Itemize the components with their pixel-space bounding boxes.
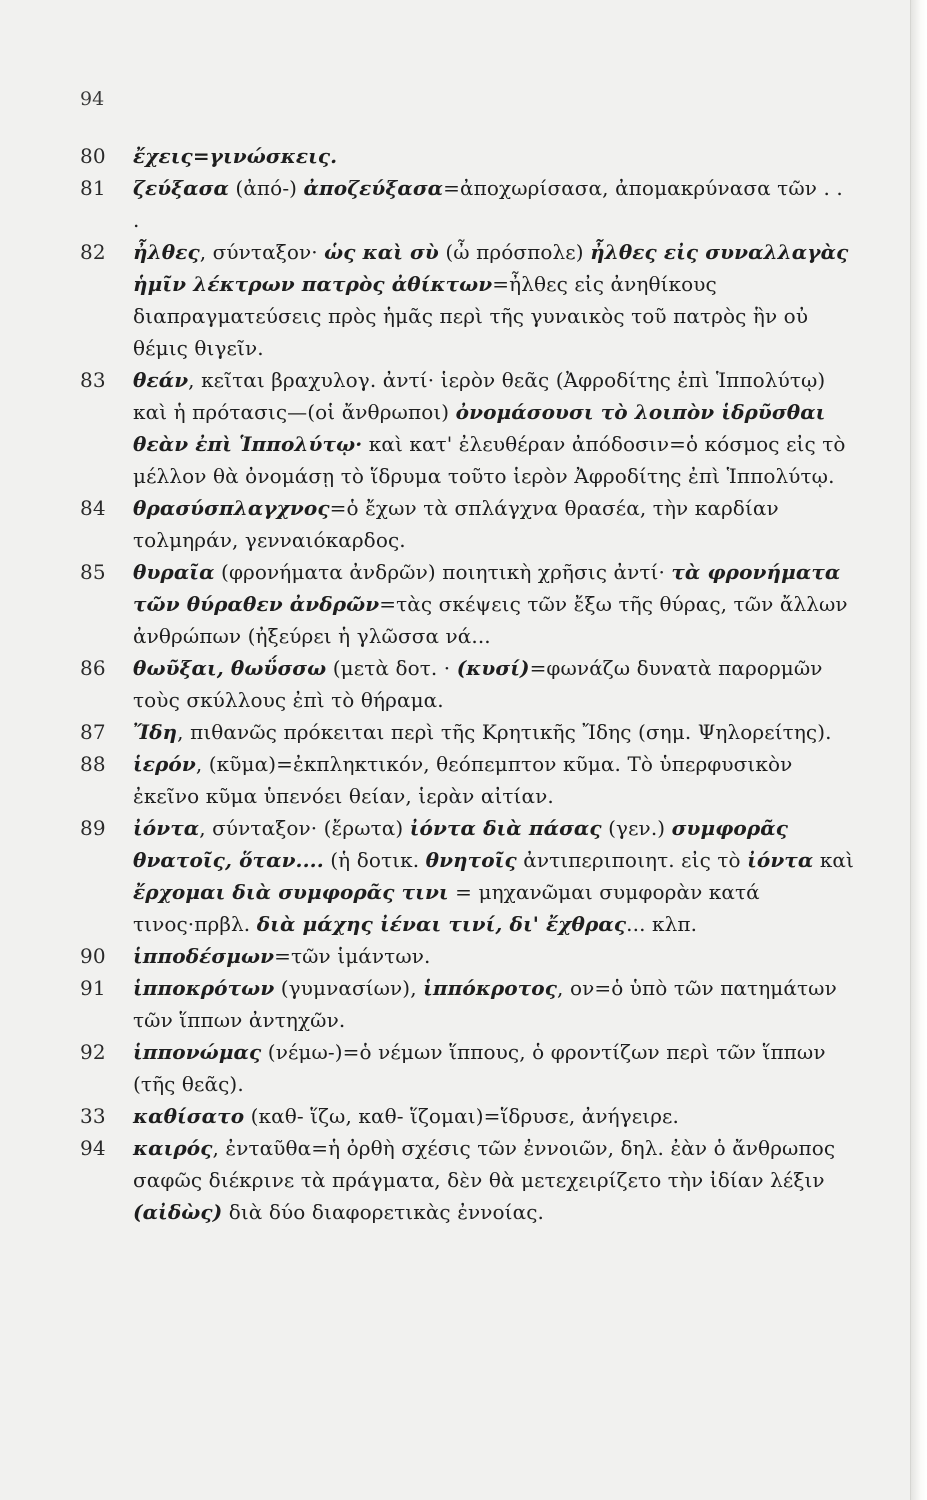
page-edge	[910, 0, 927, 1500]
note-item	[80, 652, 855, 716]
note-number: 91	[80, 976, 106, 1000]
note-number: 90	[80, 944, 106, 968]
note-text: θρασύσπλαγχνος=ὁ ἔχων τὰ σπλάγχνα θρασέα, τὴν καρδίαν τολμηράν, γενναιόκαρδος.	[133, 496, 779, 552]
note-item	[80, 748, 855, 812]
note-item	[80, 364, 855, 492]
note-item	[80, 1132, 855, 1228]
note-item	[80, 940, 855, 972]
note-text: θυραῖα (φρονήματα ἀνδρῶν) ποιητικὴ χρῆσις ἀντί· τὰ φρονήματα τῶν θύραθεν ἀνδρῶν=τὰς σκέψεις τῶν ἔξω τῆς θύρας, τῶν ἄλλων ἀνθρώπων (ἠξεύρει ἡ γλῶσσα νά...	[133, 560, 848, 648]
note-text: καθίσατο (καθ- ἵζω, καθ- ἵζομαι)=ἵδρυσε, ἀνήγειρε.	[133, 1104, 679, 1128]
note-number: 89	[80, 816, 106, 840]
note-text: Ἴδη, πιθανῶς πρόκειται περὶ τῆς Κρητικῆς Ἴδης (σημ. Ψηλορείτης).	[133, 720, 832, 744]
note-number: 85	[80, 560, 106, 584]
glossary-notes	[80, 140, 855, 1228]
note-item	[80, 716, 855, 748]
note-text: ἰόντα, σύνταξον· (ἔρωτα) ἰόντα διὰ πάσας (γεν.) συμφορᾶς θνατοῖς, ὅταν.... (ἡ δοτικ. θνητοῖς ἀντιπεριποιητ. εἰς τὸ ἰόντα καὶ ἔρχομαι διὰ συμφορᾶς τινι = μηχανῶμαι συμφορὰν κατά τινος·πρβλ. διὰ μάχης ἰέναι τινί, δι' ἔχθρας... κλπ.	[133, 816, 854, 936]
note-text: ἱππονώμας (νέμω-)=ὁ νέμων ἵππους, ὁ φροντίζων περὶ τῶν ἵππων (τῆς θεᾶς).	[133, 1040, 826, 1096]
note-item	[80, 1036, 855, 1100]
note-number: 82	[80, 240, 106, 264]
note-item	[80, 1100, 855, 1132]
note-number: 87	[80, 720, 106, 744]
note-number: 81	[80, 176, 106, 200]
note-item	[80, 556, 855, 652]
note-text: ἦλθες, σύνταξον· ὡς καὶ σὺ (ὦ πρόσπολε) ἦλθες εἰς συναλλαγὰς ἡμῖν λέκτρων πατρὸς ἀθίκτων=ἦλθες εἰς ἀνηθίκους διαπραγματεύσεις πρὸς ἡμᾶς περὶ τῆς γυναικὸς τοῦ πατρὸς ἣν οὐ θέμις θιγεῖν.	[133, 240, 849, 360]
page-number: 94	[80, 88, 105, 110]
note-item	[80, 140, 855, 172]
note-text: ζεύξασα (ἀπό-) ἀποζεύξασα=ἀποχωρίσασα, ἀπομακρύνασα τῶν . . .	[133, 176, 843, 232]
note-number: 84	[80, 496, 106, 520]
note-number: 86	[80, 656, 106, 680]
note-item	[80, 812, 855, 940]
note-number: 80	[80, 144, 106, 168]
note-number: 83	[80, 368, 106, 392]
note-item	[80, 492, 855, 556]
note-text: θωῦξαι, θωΰσσω (μετὰ δοτ. · (κυσί)=φωνάζω δυνατὰ παρορμῶν τοὺς σκύλλους ἐπὶ τὸ θήραμα.	[133, 656, 823, 712]
note-number: 92	[80, 1040, 106, 1064]
note-item	[80, 972, 855, 1036]
note-text: θεάν, κεῖται βραχυλογ. ἀντί· ἱερὸν θεᾶς (Ἀφροδίτης ἐπὶ Ἱππολύτῳ) καὶ ἡ πρότασις—(οἱ ἄνθρωποι) ὀνομάσουσι τὸ λοιπὸν ἱδρῦσθαι θεὰν ἐπὶ Ἱππολύτῳ· καὶ κατ' ἐλευθέραν ἀπόδοσιν=ὁ κόσμος εἰς τὸ μέλλον θὰ ὀνομάσῃ τὸ ἵδρυμα τοῦτο ἱερὸν Ἀφροδίτης ἐπὶ Ἱππολύτῳ.	[133, 368, 846, 488]
note-item	[80, 172, 855, 236]
note-text: καιρός, ἐνταῦθα=ἡ ὀρθὴ σχέσις τῶν ἐννοιῶν, δηλ. ἐὰν ὁ ἄνθρωπος σαφῶς διέκρινε τὰ πράγματα, δὲν θὰ μετεχειρίζετο τὴν ἰδίαν λέξιν (αἰδὼς) διὰ δύο διαφορετικὰς ἐννοίας.	[133, 1136, 836, 1224]
note-number: 88	[80, 752, 106, 776]
note-text: ἔχεις=γινώσκεις.	[133, 144, 338, 168]
note-text: ἱερόν, (κῦμα)=ἐκπληκτικόν, θεόπεμπτον κῦμα. Τὸ ὑπερφυσικὸν ἐκεῖνο κῦμα ὑπενόει θείαν, ἱερὰν αἰτίαν.	[133, 752, 793, 808]
note-number: 33	[80, 1104, 106, 1128]
note-text: ἱπποκρότων (γυμνασίων), ἱππόκροτος, ον=ὁ ὑπὸ τῶν πατημάτων τῶν ἵππων ἀντηχῶν.	[133, 976, 837, 1032]
note-item	[80, 236, 855, 364]
note-text: ἱπποδέσμων=τῶν ἱμάντων.	[133, 944, 431, 968]
note-number: 94	[80, 1136, 106, 1160]
